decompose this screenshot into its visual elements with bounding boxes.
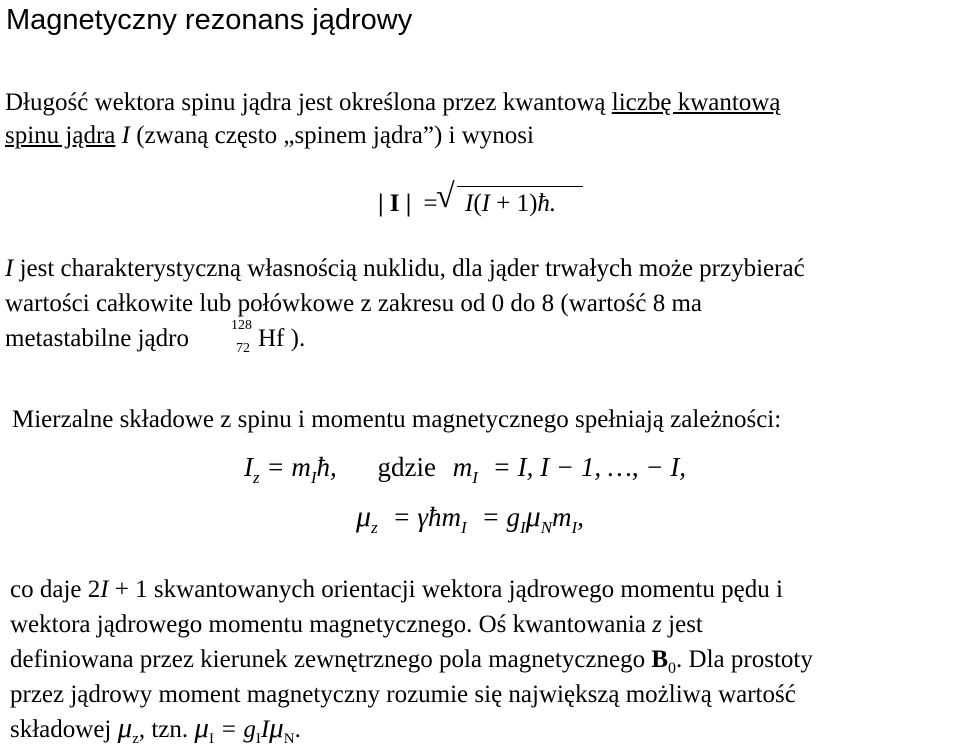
eq2-msub2: I bbox=[472, 468, 478, 487]
sqrt-icon: √ bbox=[436, 178, 455, 215]
p4-B: B bbox=[651, 646, 669, 673]
p4-l5a: składowej bbox=[10, 716, 118, 743]
para1-text: Długość wektora spinu jądra jest określona przez kwantową bbox=[5, 89, 612, 116]
p4-nsub: N bbox=[283, 731, 295, 747]
para2-end: ). bbox=[290, 325, 306, 352]
p4-l2rest: jest bbox=[661, 611, 703, 638]
para1-line2 bbox=[5, 119, 534, 152]
eq1-paren: ( bbox=[473, 190, 482, 217]
p4-mu2: μ bbox=[194, 712, 209, 744]
eq1-I2: I bbox=[481, 190, 490, 217]
p4-z: z bbox=[652, 611, 662, 638]
para2-line3 bbox=[5, 322, 189, 355]
eq2-eq: = m bbox=[266, 452, 311, 482]
equation-spin-length bbox=[378, 190, 438, 218]
isotope-mass-number: 128 bbox=[231, 318, 252, 333]
eq3-nsub: N bbox=[540, 518, 553, 537]
eq2-I: I bbox=[244, 452, 253, 482]
eq3-g: = g bbox=[481, 502, 520, 532]
eq2-z: z bbox=[253, 468, 260, 487]
para2-text1: jest charakterystyczną własnością nuklidu, dla jąder trwałych może przybierać bbox=[13, 255, 805, 282]
element-symbol: Hf bbox=[258, 325, 285, 352]
p4-rest: + 1 skwantowanych orientacji wektora jądrowego momentu pędu i bbox=[108, 576, 783, 603]
eq2-m: m bbox=[452, 452, 473, 482]
p4-mu: μ bbox=[117, 712, 133, 744]
para1-text2: (zwaną często „spinem jądra”) i wynosi bbox=[129, 122, 534, 149]
eq3-msub: I bbox=[461, 518, 467, 537]
eq1-equals: = bbox=[423, 190, 438, 217]
p4-gsub: I bbox=[255, 731, 261, 747]
eq2-msub: I bbox=[310, 468, 317, 487]
eq3-m2: m bbox=[552, 502, 572, 532]
eq3-gamma: = γħm bbox=[392, 502, 462, 532]
p4-tzn: , tzn. bbox=[138, 716, 195, 743]
p4-I: I bbox=[260, 716, 270, 743]
p4-l3: definiowana przez kierunek zewnętrznego pola magnetycznego bbox=[10, 646, 652, 673]
eq2-hbar: ħ, bbox=[316, 452, 337, 482]
p4-end: . bbox=[294, 716, 301, 743]
eq3-mu2: μ bbox=[525, 500, 541, 533]
eq3-gsub: I bbox=[519, 518, 526, 537]
para4-line4: przez jądrowy moment magnetyczny rozumie się największą możliwą wartość bbox=[10, 681, 796, 708]
para3-line1: Mierzalne składowe z spinu i momentu magnetycznego spełniają zależności: bbox=[12, 406, 782, 433]
para2-text3: metastabilne jądro bbox=[5, 325, 189, 352]
para2-line2: wartości całkowite lub połówkowe z zakresu od 0 do 8 (wartość 8 ma bbox=[5, 290, 703, 317]
p4-a: co daje 2 bbox=[10, 576, 101, 603]
equation-Iz bbox=[244, 452, 686, 488]
para2-line1 bbox=[5, 252, 805, 285]
eq1-hbar: ħ. bbox=[537, 190, 557, 217]
eq2-gdzie: gdzie bbox=[377, 452, 436, 482]
para4-line1 bbox=[10, 573, 783, 606]
isotope-atomic-number: 72 bbox=[236, 341, 250, 356]
p4-l3rest: . Dla prostoty bbox=[676, 646, 813, 673]
para4-line2 bbox=[10, 608, 703, 641]
isotope-element bbox=[258, 322, 305, 355]
eq2-rhs: = I, I − 1, …, − I, bbox=[492, 452, 687, 482]
var-I: I bbox=[121, 122, 130, 149]
eq3-m2sub: I bbox=[571, 518, 578, 537]
sqrt-bar bbox=[457, 186, 583, 187]
p4-eq: = g bbox=[213, 716, 256, 743]
page-title: Magnetyczny rezonans jądrowy bbox=[6, 4, 413, 36]
p4-mu2sub: I bbox=[208, 731, 214, 747]
p4-mu3: μ bbox=[269, 712, 284, 744]
eq1-radicand bbox=[465, 190, 556, 218]
eq3-end: , bbox=[577, 502, 584, 532]
eq1-I: I bbox=[465, 190, 474, 217]
eq3-z: z bbox=[371, 518, 378, 537]
p4-I: I bbox=[100, 576, 109, 603]
link-spin-quantum-number[interactable]: liczbę kwantową bbox=[611, 89, 781, 116]
p4-l2: wektora jądrowego momentu magnetycznego. Oś kwantowania bbox=[10, 611, 653, 638]
eq1-plus: + 1) bbox=[489, 190, 538, 217]
eq1-lhs: | I | bbox=[378, 190, 412, 217]
equation-muz bbox=[356, 500, 584, 538]
link-spin-quantum-number-cont[interactable]: spinu jądra bbox=[5, 122, 116, 149]
var-I: I bbox=[5, 255, 14, 282]
eq3-mu: μ bbox=[356, 500, 372, 533]
p4-musub: z bbox=[132, 731, 139, 747]
p4-B0: 0 bbox=[668, 660, 677, 677]
para4-line5 bbox=[10, 712, 301, 756]
para1-line1 bbox=[5, 86, 780, 119]
